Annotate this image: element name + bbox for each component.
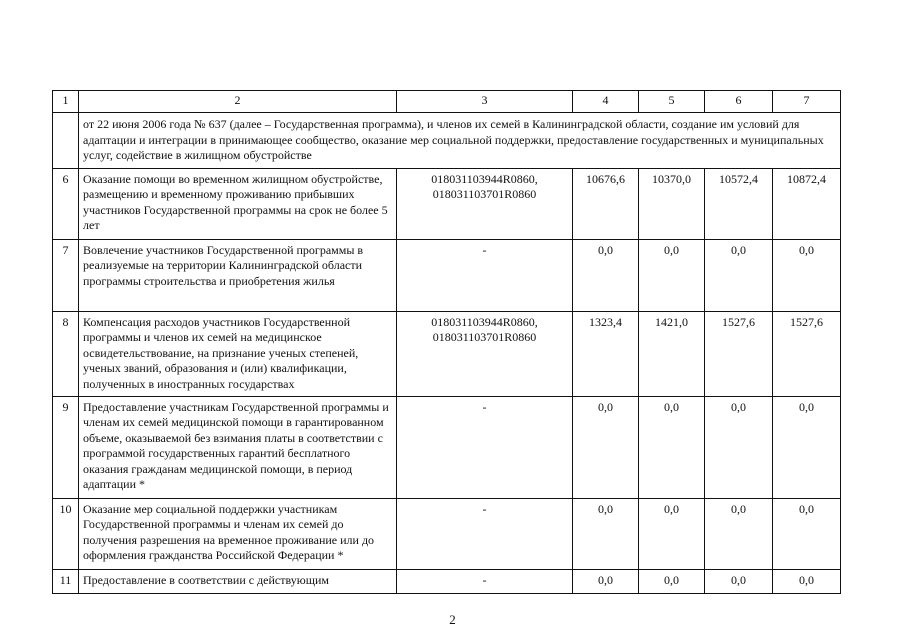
row-value-5: 0,0 xyxy=(639,239,705,311)
table-row xyxy=(53,569,841,593)
row-value-4: 0,0 xyxy=(573,498,639,569)
table-row xyxy=(53,396,841,498)
row-value-4: 10676,6 xyxy=(573,168,639,239)
row-value-7: 1527,6 xyxy=(773,311,841,396)
header-cell: 2 xyxy=(79,91,397,113)
row-text: Компенсация расходов участников Государственной программы и членов их семей на медицинское освидетельствование, на признание ученых степеней, ученых званий, образования и (или) квалификации, полученных в иностранных государствах xyxy=(79,311,397,396)
header-cell: 1 xyxy=(53,91,79,113)
row-value-7: 0,0 xyxy=(773,239,841,311)
row-code: - xyxy=(397,569,573,593)
row-value-5: 0,0 xyxy=(639,396,705,498)
row-value-6: 0,0 xyxy=(705,498,773,569)
table-row xyxy=(53,311,841,396)
row-value-7: 0,0 xyxy=(773,569,841,593)
row-number: 11 xyxy=(53,569,79,593)
header-cell: 5 xyxy=(639,91,705,113)
row-value-7: 10872,4 xyxy=(773,168,841,239)
page-number: 2 xyxy=(449,612,456,627)
empty-cell xyxy=(53,113,79,169)
header-cell: 3 xyxy=(397,91,573,113)
row-text: Оказание помощи во временном жилищном обустройстве, размещению и временному проживанию прибывших участников Государственной программы на срок не более 5 лет xyxy=(79,168,397,239)
table-row xyxy=(53,239,841,311)
row-value-6: 10572,4 xyxy=(705,168,773,239)
row-value-4: 0,0 xyxy=(573,239,639,311)
table-row xyxy=(53,498,841,569)
intro-text: от 22 июня 2006 года № 637 (далее – Государственная программа), и членов их семей в Калининградской области, создание им условий для адаптации и интеграции в принимающее сообщество, оказание мер социальной поддержки, предоставление государственных и муниципальных услуг, содействие в жилищном обустройстве xyxy=(79,113,841,169)
row-value-6: 0,0 xyxy=(705,239,773,311)
row-value-7: 0,0 xyxy=(773,396,841,498)
row-text: Оказание мер социальной поддержки участникам Государственной программы и членам их семей до получения разрешения на временное проживание или до оформления гражданства Российской Федерации * xyxy=(79,498,397,569)
row-value-5: 1421,0 xyxy=(639,311,705,396)
row-code: - xyxy=(397,396,573,498)
table-intro-row xyxy=(53,113,841,169)
row-value-6: 0,0 xyxy=(705,569,773,593)
budget-table xyxy=(52,90,841,594)
table-header-row xyxy=(53,91,841,113)
header-cell: 4 xyxy=(573,91,639,113)
row-text: Предоставление участникам Государственной программы и членам их семей медицинской помощи в гарантированном объеме, оказываемой без взимания платы в соответствии с программой государственных гарантий бесплатного оказания гражданам медицинской помощи, в период адаптации * xyxy=(79,396,397,498)
row-number: 6 xyxy=(53,168,79,239)
row-value-6: 0,0 xyxy=(705,396,773,498)
header-cell: 7 xyxy=(773,91,841,113)
row-value-5: 0,0 xyxy=(639,498,705,569)
row-number: 9 xyxy=(53,396,79,498)
row-number: 10 xyxy=(53,498,79,569)
row-text: Предоставление в соответствии с действующим xyxy=(79,569,397,593)
row-code: 018031103944R0860, 018031103701R0860 xyxy=(397,168,573,239)
header-cell: 6 xyxy=(705,91,773,113)
row-value-4: 0,0 xyxy=(573,569,639,593)
row-value-4: 1323,4 xyxy=(573,311,639,396)
row-value-4: 0,0 xyxy=(573,396,639,498)
row-value-5: 0,0 xyxy=(639,569,705,593)
row-code: - xyxy=(397,239,573,311)
row-value-7: 0,0 xyxy=(773,498,841,569)
row-value-5: 10370,0 xyxy=(639,168,705,239)
row-number: 8 xyxy=(53,311,79,396)
row-text: Вовлечение участников Государственной программы в реализуемые на территории Калининградской области программы строительства и приобретения жилья xyxy=(79,239,397,311)
table-row xyxy=(53,168,841,239)
row-value-6: 1527,6 xyxy=(705,311,773,396)
row-code: - xyxy=(397,498,573,569)
row-number: 7 xyxy=(53,239,79,311)
row-code: 018031103944R0860, 018031103701R0860 xyxy=(397,311,573,396)
